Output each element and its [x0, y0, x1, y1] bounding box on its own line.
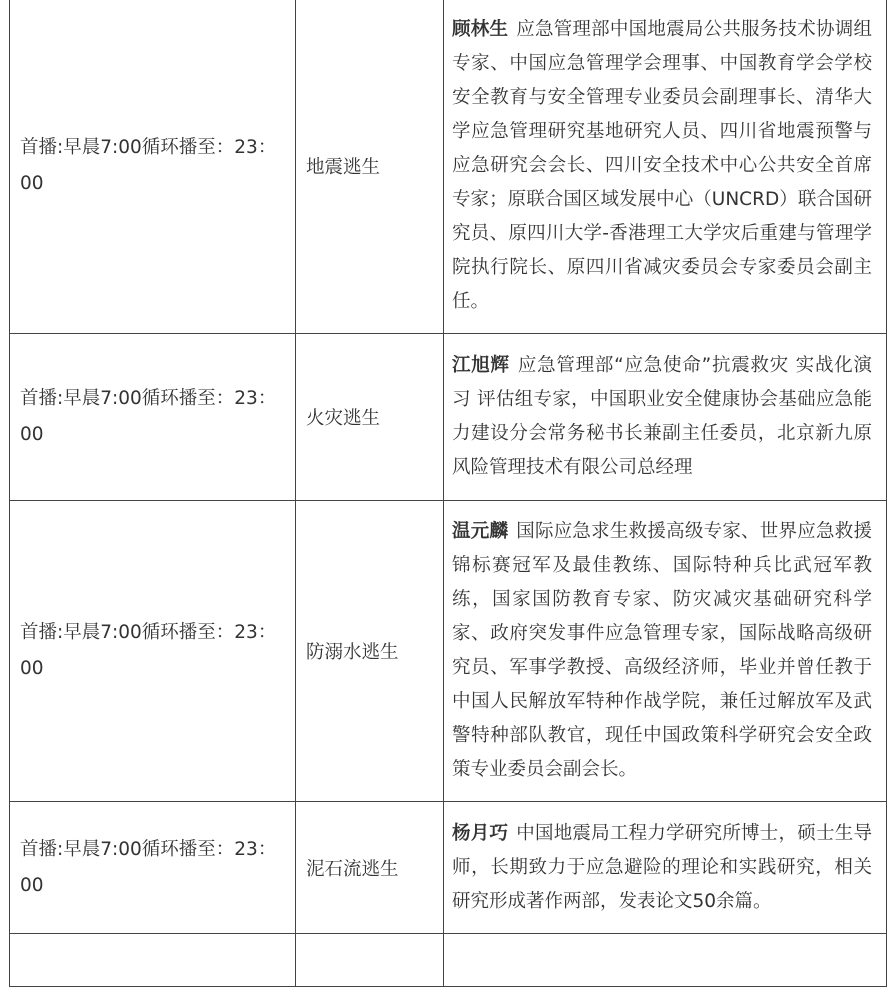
empty-cell	[444, 934, 887, 987]
table-row	[10, 934, 887, 987]
table-row	[10, 334, 887, 501]
broadcast-time-cell: 首播:早晨7:00循环播至：23：00	[10, 501, 296, 802]
broadcast-time-cell: 首播:早晨7:00循环播至：23：00	[10, 334, 296, 501]
expert-name: 顾林生	[452, 18, 509, 40]
program-topic-cell: 火灾逃生	[296, 334, 444, 501]
program-topic-cell: 泥石流逃生	[296, 802, 444, 934]
program-topic-cell: 防溺水逃生	[296, 501, 444, 802]
expert-bio: 中国地震局工程力学研究所博士，硕士生导师，长期致力于应急避险的理论和实践研究，相关研究形成著作两部，发表论文50余篇。	[452, 822, 872, 912]
expert-bio: 应急管理部“应急使命”抗震救灾 实战化演习 评估组专家，中国职业安全健康协会基础应急能力建设分会常务秘书长兼副主任委员，北京新九原风险管理技术有限公司总经理	[452, 355, 872, 478]
expert-name: 江旭辉	[452, 355, 510, 376]
broadcast-time-cell: 首播:早晨7:00循环播至：23：00	[10, 0, 296, 334]
expert-bio: 应急管理部中国地震局公共服务技术协调组专家、中国应急管理学会理事、中国教育学会学校安全教育与安全管理专业委员会副理事长、清华大学应急管理研究基地研究人员、四川省地震预警与应急研究会会长、四川安全技术中心公共安全首席专家；原联合国区域发展中心（UNCRD）联合国研究员、原四川大学-香港理工大学灾后重建与管理学院执行院长、原四川省减灾委员会专家委员会副主任。	[452, 18, 872, 312]
broadcast-time-cell: 首播:早晨7:00循环播至：23：00	[10, 802, 296, 934]
schedule-table	[9, 0, 887, 987]
table-row	[10, 501, 887, 802]
expert-bio: 国际应急求生救援高级专家、世界应急救援锦标赛冠军及最佳教练、国际特种兵比武冠军教练，国家国防教育专家、防灾减灾基础研究科学家、政府突发事件应急管理专家，国际战略高级研究员、军事学教授、高级经济师，毕业并曾任教于中国人民解放军特种作战学院，兼任过解放军及武警特种部队教官，现任中国政策科学研究会安全政策专业委员会副会长。	[452, 521, 872, 780]
empty-cell	[296, 934, 444, 987]
empty-cell	[10, 934, 296, 987]
expert-bio-cell	[444, 501, 887, 802]
table-row	[10, 0, 887, 334]
expert-name: 杨月巧	[452, 822, 509, 844]
table-row	[10, 802, 887, 934]
expert-bio-cell	[444, 334, 887, 501]
expert-name: 温元麟	[452, 521, 509, 542]
expert-bio-cell	[444, 802, 887, 934]
program-topic-cell: 地震逃生	[296, 0, 444, 334]
expert-bio-cell	[444, 0, 887, 334]
